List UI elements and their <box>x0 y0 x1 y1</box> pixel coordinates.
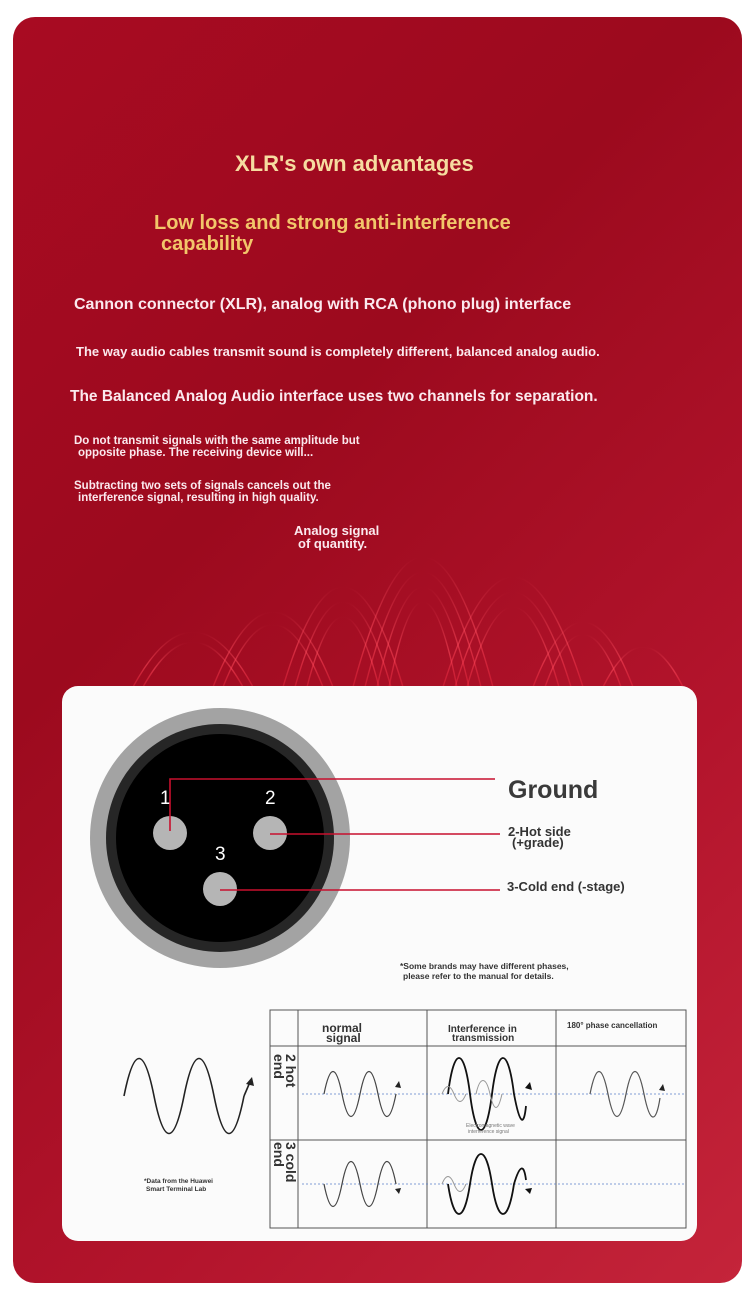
label-ground: Ground <box>508 776 599 804</box>
sample-signal-arrow-icon <box>246 1077 254 1086</box>
label-hot-side: 2-Hot side <box>508 824 571 839</box>
text-interference-cancel-a: Subtracting two sets of signals cancels out the <box>74 480 331 492</box>
pin-2 <box>253 816 287 850</box>
data-source-b: Smart Terminal Lab <box>146 1186 207 1193</box>
text-transmission-method: The way audio cables transmit sound is completely different, balanced analog audio. <box>76 344 600 359</box>
text-analog-signal-b: of quantity. <box>298 536 368 551</box>
em-wave-label-b: interference signal <box>468 1129 509 1135</box>
subtitle-line-2: capability <box>161 233 254 255</box>
row-hot-a: 2 hot <box>283 1054 299 1088</box>
subtitle-line-1: Low loss and strong anti-interference <box>154 212 511 234</box>
col-normal-b: signal <box>326 1031 361 1045</box>
signal-table <box>270 1010 686 1228</box>
xlr-diagram <box>62 686 697 1241</box>
page-title: XLR's own advantages <box>235 151 474 176</box>
text-balanced-channels: The Balanced Analog Audio interface uses two channels for separation. <box>70 388 598 405</box>
col-normal-a: normal <box>322 1021 363 1035</box>
data-source-a: *Data from the Huawei <box>144 1178 213 1185</box>
page-subtitle <box>154 213 624 255</box>
label-hot-grade: (+grade) <box>512 835 564 850</box>
col-interference-a: Interference in <box>448 1024 517 1035</box>
text-interference-cancel <box>74 480 454 504</box>
pin-3 <box>203 872 237 906</box>
diagram-card <box>62 686 697 1241</box>
text-connector-comparison: Cannon connector (XLR), analog with RCA (phono plug) interface <box>74 296 572 313</box>
connector-face <box>116 734 324 942</box>
text-interference-cancel-b: interference signal, resulting in high quality. <box>78 492 319 504</box>
text-analog-signal <box>294 524 434 550</box>
label-cold-end: 3-Cold end (-stage) <box>507 879 625 894</box>
text-opposite-phase-a: Do not transmit signals with the same amplitude but <box>74 435 360 447</box>
row-hot-b: end <box>271 1054 287 1079</box>
col-phase-cancel: 180° phase cancellation <box>567 1021 658 1030</box>
promo-panel <box>13 17 742 1283</box>
row-cold-a: 3 cold <box>283 1142 299 1183</box>
pin-3-number: 3 <box>215 844 226 865</box>
text-opposite-phase-b: opposite phase. The receiving device will... <box>78 447 314 459</box>
text-analog-signal-a: Analog signal <box>294 523 380 538</box>
pin-1-number: 1 <box>160 788 171 809</box>
text-opposite-phase <box>74 435 454 459</box>
em-wave-label-a: Electromagnetic wave <box>466 1123 515 1129</box>
row-cold-b: end <box>271 1142 287 1167</box>
col-interference-b: transmission <box>452 1033 515 1044</box>
pin-2-number: 2 <box>265 788 276 809</box>
phase-note-b: please refer to the manual for details. <box>403 971 554 981</box>
phase-note-a: *Some brands may have different phases, <box>400 961 569 971</box>
xlr-connector <box>90 708 350 968</box>
sample-signal-wave <box>124 1059 244 1134</box>
